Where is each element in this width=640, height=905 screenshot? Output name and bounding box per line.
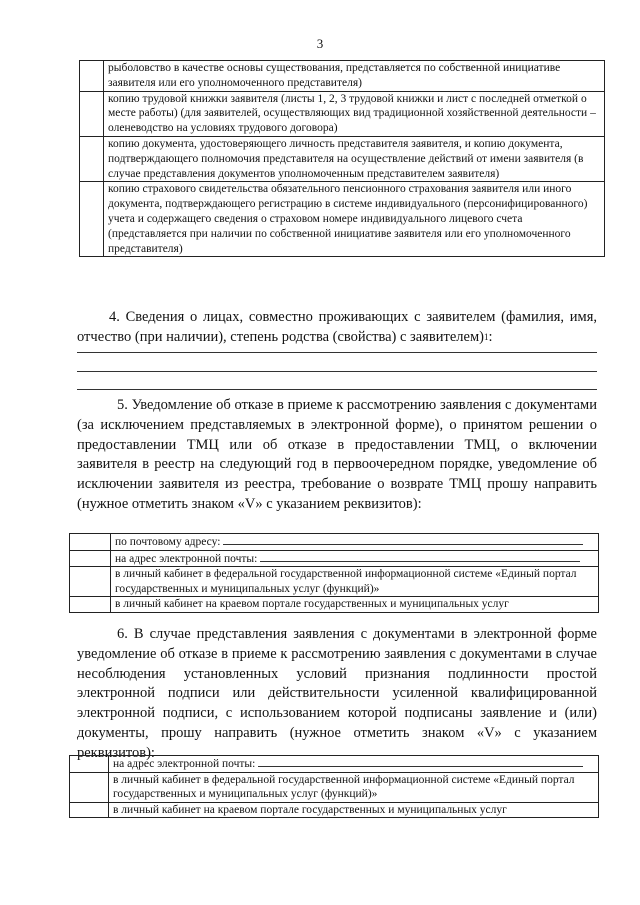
option-email	[111, 550, 599, 567]
email-field[interactable]	[260, 551, 580, 562]
option-label: на адрес электронной почты:	[113, 758, 256, 770]
checkbox-cell[interactable]	[70, 597, 111, 613]
email-field[interactable]	[258, 756, 583, 767]
page-number: 3	[316, 36, 324, 51]
section-4-text: 4. Сведения о лицах, совместно проживающих с заявителем (фамилия, имя, отчество (при наличии), степень родства (свойства) с заявителем)	[77, 309, 597, 345]
table-row	[80, 91, 605, 136]
section-4-paragraph	[77, 308, 597, 348]
checkbox-cell[interactable]	[80, 91, 104, 136]
document-item: копию трудовой книжки заявителя (листы 1, 2, 3 трудовой книжки и лист с последней отметкой о месте работы) (для заявителей, осуществляющих вид традиционной хозяйственной деятельности – оленеводство на условиях трудового договора)	[104, 91, 605, 136]
documents-table	[79, 60, 605, 257]
table-row	[70, 550, 599, 567]
table-row	[80, 182, 605, 257]
document-item: копию документа, удостоверяющего личность представителя заявителя, и копию документа, подтверждающего полномочия представителя на осуществление действий от имени заявителя (в случае представления документов уполномоченным представителем заявителя)	[104, 136, 605, 181]
checkbox-cell[interactable]	[70, 567, 111, 597]
fill-line[interactable]	[77, 389, 597, 390]
notification-method-table	[69, 533, 599, 613]
option-federal-portal: в личный кабинет в федеральной государственной информационной системе «Единый портал государственных и муниципальных услуг (функций)»	[111, 567, 599, 597]
checkbox-cell[interactable]	[70, 772, 109, 802]
section-5-paragraph: 5. Уведомление об отказе в приеме к рассмотрению заявления с документами (за исключением представляемых в электронной форме), о принятом решении о предоставлении ТМЦ или об отказе в предоставлении ТМЦ, о включении заявителя в реестр на следующий год в первоочередном порядке, уведомление об исключении заявителя из реестра, требование о возврате ТМЦ прошу направить (нужное отметить знаком «V» с указанием реквизитов):	[77, 397, 597, 512]
fill-line[interactable]	[77, 371, 597, 372]
option-federal-portal: в личный кабинет в федеральной государственной информационной системе «Единый портал государственных и муниципальных услуг (функций)»	[109, 772, 599, 802]
checkbox-cell[interactable]	[80, 61, 104, 92]
checkbox-cell[interactable]	[70, 534, 111, 551]
fill-line[interactable]	[77, 352, 597, 353]
option-label: на адрес электронной почты:	[115, 552, 258, 565]
footnote-marker: 1	[483, 331, 489, 342]
table-row	[80, 61, 605, 92]
option-label: по почтовому адресу:	[115, 536, 221, 548]
document-item: рыболовство в качестве основы существования, представляется по собственной инициативе заявителя или его уполномоченного представителя)	[104, 61, 605, 92]
table-row	[70, 567, 599, 597]
checkbox-cell[interactable]	[70, 550, 111, 567]
table-row	[70, 756, 599, 773]
table-row	[70, 597, 599, 613]
option-email	[109, 756, 599, 773]
table-row	[70, 772, 599, 802]
table-row	[70, 802, 599, 818]
checkbox-cell[interactable]	[80, 182, 104, 257]
postal-address-field[interactable]	[223, 534, 583, 545]
checkbox-cell[interactable]	[80, 136, 104, 181]
checkbox-cell[interactable]	[70, 802, 109, 818]
document-item: копию страхового свидетельства обязательного пенсионного страхования заявителя или иного документа, подтверждающего регистрацию в системе индивидуального (персонифицированного) учета и содержащего сведения о страховом номере индивидуального лицевого счета (представляется при наличии по собственной инициативе заявителя или его уполномоченного представителя)	[104, 182, 605, 257]
table-row	[80, 136, 605, 181]
section-4-colon: :	[488, 328, 493, 345]
option-postal-address	[111, 534, 599, 551]
option-regional-portal: в личный кабинет на краевом портале государственных и муниципальных услуг	[109, 802, 599, 818]
section-6-paragraph: 6. В случае представления заявления с документами в электронной форме уведомление об отказе в приеме к рассмотрению заявления с документами в случае несоблюдения установленных условий признания подлинности простой электронной подписи или действительности усиленной квалифицированной электронной подписи, с использованием которой подписаны заявление и (или) документы, прошу направить (нужное отметить знаком «V» с указанием реквизитов):	[77, 626, 597, 761]
option-regional-portal: в личный кабинет на краевом портале государственных и муниципальных услуг	[111, 597, 599, 613]
checkbox-cell[interactable]	[70, 756, 109, 773]
refusal-notification-table	[69, 755, 599, 818]
table-row	[70, 534, 599, 551]
